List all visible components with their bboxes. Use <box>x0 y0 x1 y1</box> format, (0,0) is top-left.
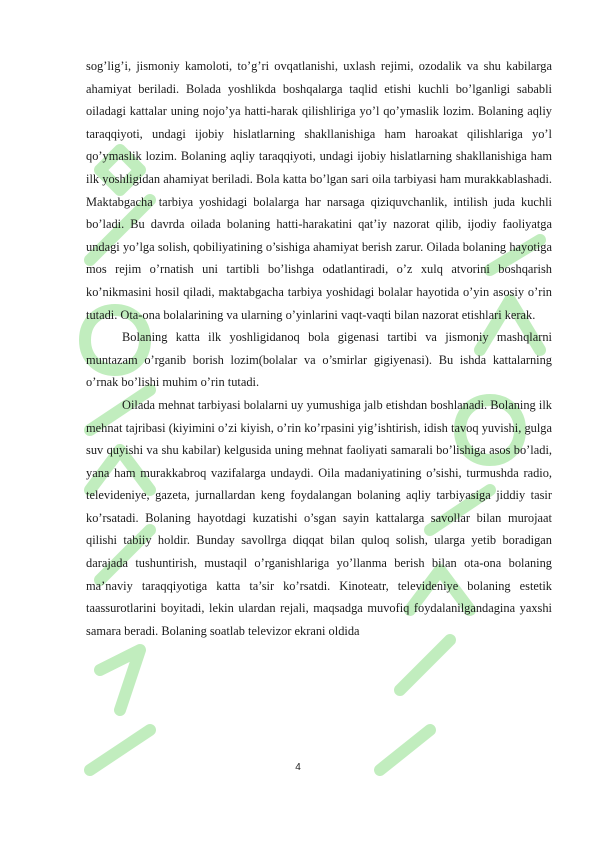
paragraph: Bolaning katta ilk yoshligidanoq bola gigenasi tartibi va jismoniy mashqlarni muntazam o’rganib borish lozim(bolalar va o’smirlar gigiyenasi). Bu ishda kattalarning o’rnak bo’lishi muhim o’rin tutadi. <box>86 330 552 390</box>
paragraph: Oilada mehnat tarbiyasi bolalarni uy yumushiga jalb etishdan boshlanadi. Bolaning ilk mehnat tajribasi (kiyimini o’zi kiyish, o’rin ko’rpasini yig’ishtirish, idish tavoq yuvishi, gulga suv quyishi va shu kabilar) kelgusida uning mehnat faoliyati samarali bo’lishiga asos bo’ladi, yana ham murakkabroq vazifalarga undaydi. Oila madaniyatining o’sishi, turmushda radio, televideniye, gazeta, jurnallardan keng foydalangan bolaning aqliy tarbiyasiga jiddiy tasir ko’rsatadi. Bolaning hayotdagi kuzatishi o’sgan sayin kattalarga savollar bilan murojaat qilishi tabiiy holdir. Bunday savollrga diqqat bilan quloq solish, ularga yetib boradigan darajada tushuntirish, mustaqil o’rganishlariga yo’llanma berish bilan ota-ona bolaning ma’naviy taraqqiyotiga katta ta’sir ko’rsatdi. Kinoteatr, televideniye bolaning estetik taassurotlarini boyitadi, lekin ulardan rejali, maqsadga muvofiq foydalanilgandagina yaxshi samara beradi. Bolaning soatlab televizor ekrani oldida <box>86 397 552 638</box>
document-body <box>86 55 552 642</box>
page-number: 4 <box>295 762 301 773</box>
paragraph: sog’lig’i, jismoniy kamoloti, to’g’ri ovqatlanishi, uxlash rejimi, ozodalik va shu kabilarga ahamiyat beriladi. Bolada yoshlikda boshqalarga taqlid etishi kuchli bo’lganligi sababli oiladagi kattalar uning nojo’ya hatti-harak qilishliriga yo’l qo’ymaslik lozim. Bolaning aqliy taraqqiyoti, undagi ijobiy hislatlarning shakllanishiga ham haroakat qilishlariga yo’l qo’ymaslik lozim. Bolaning aqliy taraqqiyoti, undagi ijobiy hislatlarning shakllanishiga ham ilk yoshligidan ahamiyat beriladi. Bola katta bo’lgan sari oila tarbiyasi ham murakkablashadi. Maktabgacha tarbiya yoshidagi bolalarga har narsaga qiziquvchanlik, intilish juda kuchli bo’ladi. Bu davrda oilada bolaning hatti-harakatini qat’iy nazorat qilib, ijodiy faoliyatga undagi yo’lga solish, qobiliyatining o’sishiga ahamiyat berish zarur. Oilada bolaning hayotiga mos rejim o’rnatish uni tartibli bo’lishga odatlantiradi, o’z xulq atvorini boshqarish ko’nikmasini hosil qiladi, maktabgacha tarbiya yoshidagi bolalar hayotida o’yin asosiy o’rin tutadi. Ota-ona bolalarining va ularning o’yinlarini vaqt-vaqti bilan nazorat etishlari kerak. <box>86 59 552 322</box>
